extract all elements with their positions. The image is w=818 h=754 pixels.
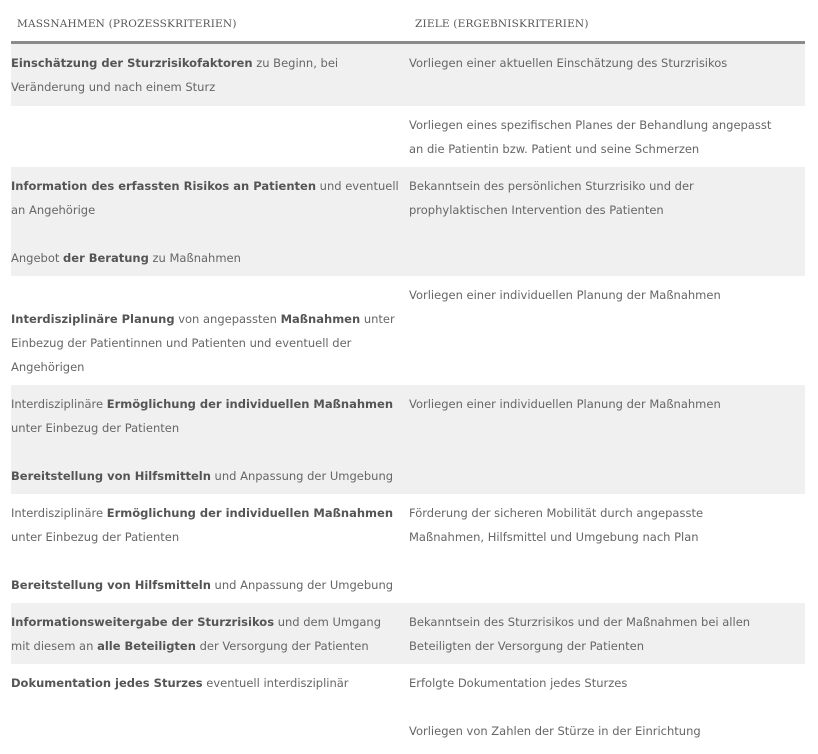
ziel-cell <box>408 276 805 385</box>
table-row <box>11 276 805 385</box>
table-row <box>11 494 805 603</box>
massnahme-cell <box>11 167 408 276</box>
ziel-text: Vorliegen einer individuellen Planung der Maßnahmen <box>409 288 721 302</box>
ziel-text: Vorliegen einer individuellen Planung der Maßnahmen <box>409 397 721 411</box>
ziel-cell <box>408 385 805 494</box>
massnahme-text: Interdisziplinäre Ermöglichung der individuellen Maßnahmen unter Einbezug der Patienten <box>11 506 394 544</box>
ziel-cell <box>408 167 805 276</box>
massnahme-cell <box>11 385 408 494</box>
ziel-text: Förderung der sicheren Mobilität durch angepasste Maßnahmen, Hilfsmittel und Umgebung nach Plan <box>409 506 704 544</box>
massnahme-cell <box>11 494 408 603</box>
table-row <box>11 603 805 664</box>
header-massnahmen: MASSNAHMEN (PROZESSKRITERIEN) <box>17 18 237 30</box>
table-row <box>11 44 805 106</box>
ziel-text: Vorliegen einer aktuellen Einschätzung des Sturzrisikos <box>409 56 728 70</box>
ziel-text: Vorliegen von Zahlen der Stürze in der Einrichtung <box>409 724 701 738</box>
massnahme-cell <box>11 106 408 167</box>
massnahme-text: Angebot der Beratung zu Maßnahmen <box>11 251 241 265</box>
table-row <box>11 385 805 494</box>
header-ziele: ZIELE (ERGEBNISKRITERIEN) <box>415 18 589 30</box>
table-row <box>11 106 805 167</box>
ziel-text: Bekanntsein des persönlichen Sturzrisiko und der prophylaktischen Intervention des Patienten <box>409 179 694 217</box>
ziel-cell <box>408 494 805 603</box>
massnahme-text: Bereitstellung von Hilfsmitteln und Anpassung der Umgebung <box>11 469 394 483</box>
massnahme-cell <box>11 276 408 385</box>
ziel-cell <box>408 106 805 167</box>
ziel-text: Vorliegen eines spezifischen Planes der Behandlung angepasst an die Patientin bzw. Patient und seine Schmerzen <box>409 118 772 156</box>
ziel-text: Erfolgte Dokumentation jedes Sturzes <box>409 676 628 690</box>
massnahme-cell <box>11 44 408 106</box>
table-row <box>11 167 805 276</box>
massnahme-cell <box>11 664 408 754</box>
massnahme-text: Information des erfassten Risikos an Patienten und eventuell an Angehörige <box>11 179 399 217</box>
table-body <box>11 44 805 754</box>
ziel-text: Bekanntsein des Sturzrisikos und der Maßnahmen bei allen Beteiligten der Versorgung der Patienten <box>409 615 751 653</box>
massnahme-text: Interdisziplinäre Planung von angepassten Maßnahmen unter Einbezug der Patientinnen und Patienten und eventuell der Angehörigen <box>11 312 395 374</box>
table-row <box>11 664 805 754</box>
massnahme-text: Dokumentation jedes Sturzes eventuell interdisziplinär <box>11 676 349 690</box>
ziel-cell <box>408 603 805 664</box>
massnahme-text: Bereitstellung von Hilfsmitteln und Anpassung der Umgebung <box>11 578 394 592</box>
ziel-cell <box>408 44 805 106</box>
ziel-cell <box>408 664 805 754</box>
massnahme-text: Informationsweitergabe der Sturzrisikos und dem Umgang mit diesem an alle Beteiligten der Versorgung der Patienten <box>11 615 382 653</box>
massnahme-cell <box>11 603 408 664</box>
criteria-table <box>11 0 805 754</box>
table-header <box>11 0 805 44</box>
massnahme-text: Interdisziplinäre Ermöglichung der individuellen Maßnahmen unter Einbezug der Patienten <box>11 397 394 435</box>
massnahme-text: Einschätzung der Sturzrisikofaktoren zu Beginn, bei Veränderung und nach einem Sturz <box>11 56 339 94</box>
